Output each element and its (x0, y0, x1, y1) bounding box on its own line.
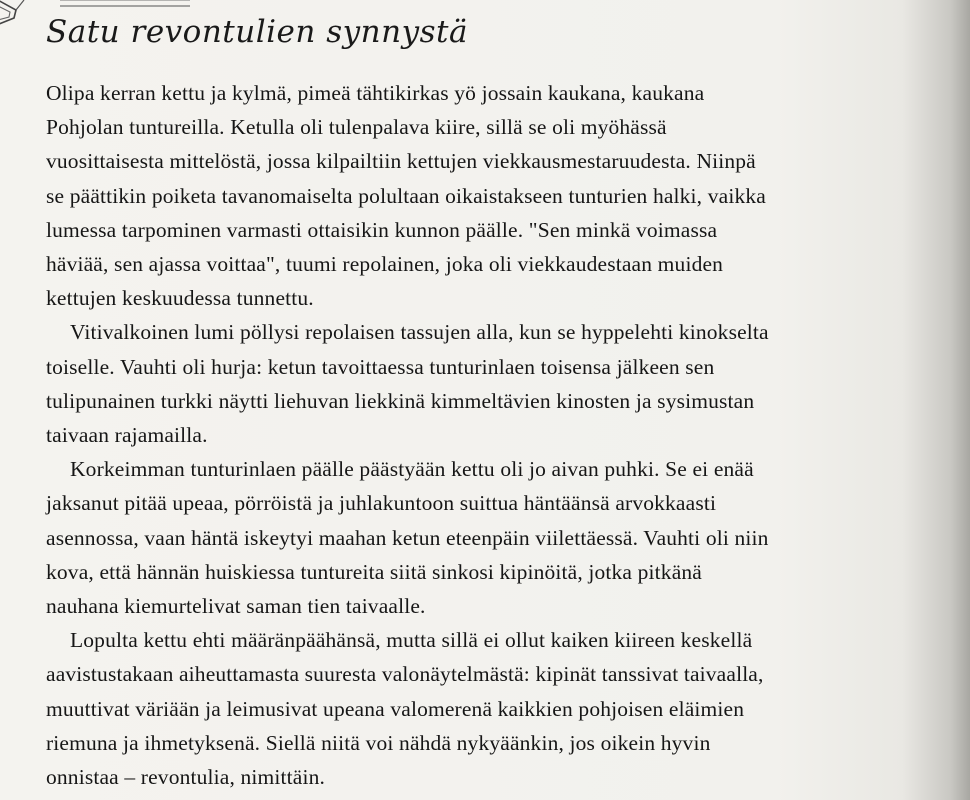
story-body (46, 76, 956, 794)
paragraph-3 (46, 452, 956, 623)
text-line: onnistaa – revontulia, nimittäin. (46, 765, 326, 790)
paragraph-1 (46, 76, 956, 315)
text-line: se päättikin poiketa tavanomaiselta polultaan oikaistakseen tunturien halki, vaikka (46, 183, 766, 208)
text-line: toiselle. Vauhti oli hurja: ketun tavoittaessa tunturinlaen toisensa jälkeen sen (46, 354, 715, 379)
text-line: riemuna ja ihmetyksenä. Siellä niitä voi nähdä nykyäänkin, jos oikein hyvin (46, 730, 711, 755)
text-line: häviää, sen ajassa voittaa", tuumi repolainen, joka oli viekkaudestaan muiden (46, 252, 724, 277)
title-top-rule (60, 0, 190, 7)
text-line: lumessa tarpominen varmasti ottaisikin kunnon päälle. "Sen minkä voimassa (46, 217, 718, 242)
text-line: jaksanut pitää upeaa, pörröistä ja juhlakuntoon suittua häntäänsä arvokkaasti (46, 491, 717, 516)
paragraph-2 (46, 315, 956, 452)
text-line: kova, että hännän huiskiessa tuntureita siitä sinkosi kipinöitä, jotka pitkänä (46, 559, 702, 584)
text-line: vuosittaisesta mittelöstä, jossa kilpailtiin kettujen viekkausmestaruudesta. Niinpä (46, 149, 756, 174)
text-line: nauhana kiemurtelivat saman tien taivaalle. (46, 594, 426, 619)
text-line: muuttivat väriään ja leimusivat upeana valomerenä kaikkien pohjoisen eläimien (46, 696, 745, 721)
corner-ornament-icon (0, 0, 34, 40)
paragraph-4 (46, 623, 956, 794)
page-title: Satu revontulien synnystä (46, 14, 468, 50)
text-line: Vitivalkoinen lumi pöllysi repolaisen tassujen alla, kun se hyppelehti kinokselta (70, 320, 769, 345)
text-line: kettujen keskuudessa tunnettu. (46, 286, 314, 311)
text-line: asennossa, vaan häntä iskeytyi maahan ketun eteenpäin viilettäessä. Vauhti oli niin (46, 525, 769, 550)
text-line: Lopulta kettu ehti määränpäähänsä, mutta sillä ei ollut kaiken kiireen keskellä (70, 628, 753, 653)
text-line: taivaan rajamailla. (46, 423, 208, 448)
text-line: Olipa kerran kettu ja kylmä, pimeä tähtikirkas yö jossain kaukana, kaukana (46, 81, 705, 105)
text-line: Korkeimman tunturinlaen päälle päästyään kettu oli jo aivan puhki. Se ei enää (70, 457, 754, 482)
text-line: tulipunainen turkki näytti liehuvan liekkinä kimmeltävien kinosten ja sysimustan (46, 388, 755, 413)
text-line: aavistustakaan aiheuttamasta suuresta valonäytelmästä: kipinät tanssivat taivaalla, (46, 662, 764, 687)
text-line: Pohjolan tuntureilla. Ketulla oli tulenpalava kiire, sillä se oli myöhässä (46, 115, 667, 140)
